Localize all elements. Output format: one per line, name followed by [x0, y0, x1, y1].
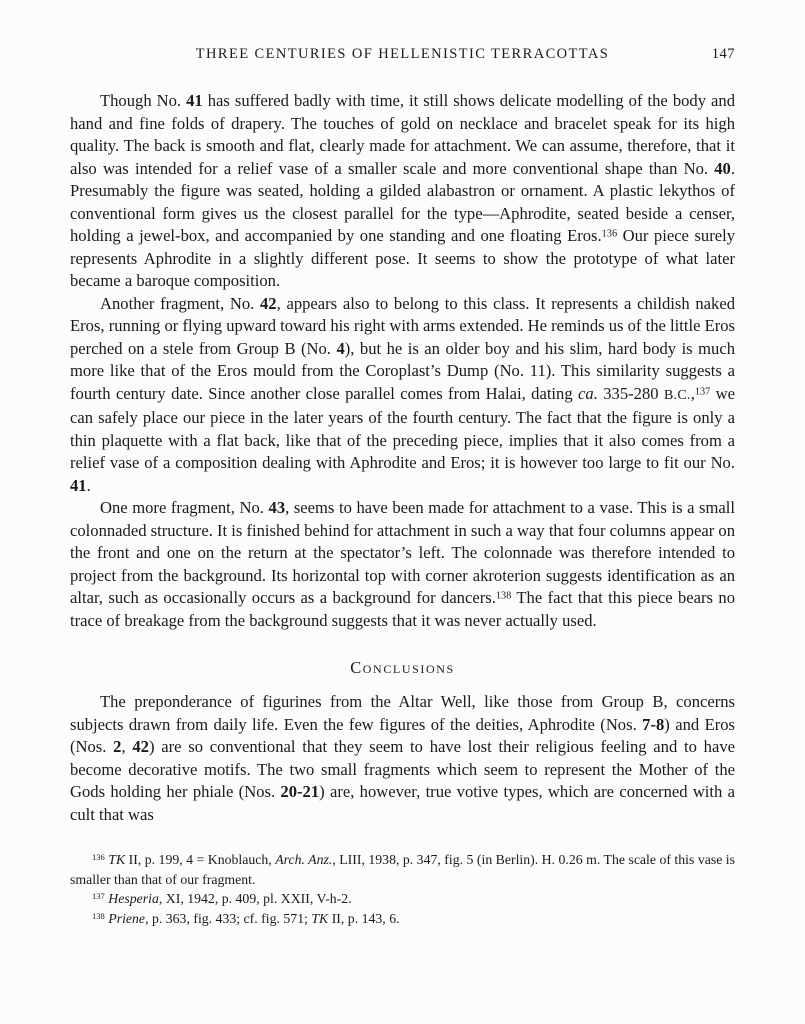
text-run: The preponderance of figurines from the Altar Well, like those from Group B, concerns subjects drawn from daily life. Even the few figures of the deities, Aphrodite (Nos.	[70, 692, 735, 734]
footnote-ref: 136	[601, 228, 618, 240]
text-run: TK	[311, 910, 329, 926]
text-run: , appears also to belong to this class. It represents a childish naked Eros, running or flying upward toward his right with arms extended. He reminds us of the little Eros perched on a stele from Group B (No.	[70, 293, 736, 358]
footnote-ref: 137	[92, 891, 105, 902]
text-run: B.C.	[663, 387, 691, 403]
text-run: Another fragment, No.	[100, 293, 260, 313]
text-run: Arch. Anz.	[275, 852, 333, 867]
paragraph	[70, 293, 735, 498]
text-run: ), but he is an older boy and his slim, hard body is much more like that of the Eros mould from the Coroplast’s Dump (No. 11). This similarity suggests a fourth century date. Since another close parallel comes from Halai, dating	[70, 338, 735, 403]
text-run: has suffered badly with time, it still shows delicate modelling of the body and hand and fine folds of drapery. The touches of gold on necklace and bracelet speak for its high quality. The back is smooth and flat, clearly made for attachment. We can assume, therefore, that it also was intended for a relief vase of a smaller scale and more conventional shape than No.	[70, 91, 735, 178]
footnote-ref: 138	[92, 910, 105, 921]
page-header	[70, 46, 735, 66]
text-run: One more fragment, No.	[100, 498, 269, 517]
page-number: 147	[711, 46, 735, 62]
footnote	[70, 909, 735, 929]
text-run: Priene	[108, 910, 146, 926]
text-run: 42	[132, 737, 149, 756]
text-run: II, p. 143, 6.	[328, 910, 400, 926]
text-run: 43	[268, 498, 286, 517]
text-run: Hesperia	[108, 891, 159, 906]
footnote-ref: 137	[694, 385, 711, 397]
footnote	[70, 850, 735, 889]
text-run: 41	[186, 91, 203, 110]
footnotes-block	[70, 850, 735, 928]
running-title: THREE CENTURIES OF HELLENISTIC TERRACOTTAS	[195, 46, 610, 62]
text-run: ,	[690, 383, 695, 403]
paragraph	[70, 497, 735, 632]
text-run: 20-21	[280, 782, 320, 801]
text-run: , seems to have been made for attachment to a vase. This is a small colonnaded structure. It is finished behind for attachment in such a way that four columns appear on the front and one on the return at the spectator’s left. The colonnade was therefore intended to project from the background. Its horizontal top with corner akroterion suggests identification as an altar, such as occasionally occurs as a background for dancers.	[70, 498, 735, 607]
footnote-ref: 138	[495, 590, 512, 602]
text-run: TK	[108, 852, 126, 867]
text-run: . Presumably the figure was seated, holding a gilded alabastron or ornament. A plastic lekythos of conventional form gives us the closest parallel for the type—Aphrodite, seated beside a censer, holding a jewel-box, and accompanied by one standing and one floating Eros.	[70, 158, 735, 245]
text-run: , XI, 1942, p. 409, pl. XXII, V-h-2.	[158, 891, 352, 906]
text-run: 7-8	[642, 714, 665, 734]
text-run: Our piece surely represents Aphrodite in a slightly different pose. It seems to show the prototype of what later became a baroque composition.	[70, 226, 735, 290]
text-run: ca.	[578, 383, 598, 403]
text-run: .	[86, 475, 91, 495]
paragraph	[70, 90, 735, 293]
text-run: , LIII, 1938, p. 347, fig. 5 (in Berlin). H. 0.26 m. The scale of this vase is smaller than that of our fragment.	[70, 852, 736, 887]
text-run: 42	[260, 293, 277, 313]
text-run: The fact that this piece bears no trace of breakage from the background suggests that it was never actually used.	[70, 588, 735, 630]
text-run: , p. 363, fig. 433; cf. fig. 571;	[145, 910, 312, 926]
paragraph	[70, 691, 735, 826]
text-run: ) and Eros (Nos.	[70, 714, 736, 756]
text-run: we can safely place our piece in the later years of the fourth century. The fact that the figure is only a thin plaquette with a flat back, like that of the preceding piece, implies that it also comes from a relief vase of a composition dealing with Aphrodite and Eros; it is however too large to fit our No.	[70, 383, 736, 472]
footnote-ref: 136	[92, 852, 105, 863]
text-run: 40	[714, 158, 731, 178]
text-run: 4	[336, 338, 345, 358]
text-run: ,	[121, 737, 133, 756]
section-heading: Conclusions	[350, 658, 455, 677]
text-run: ) are, however, true votive types, which are concerned with a cult that was	[70, 782, 735, 824]
text-run: 335-280	[597, 383, 664, 403]
text-run: ) are so conventional that they seem to have lost their religious feeling and to have become decorative motifs. The two small fragments which seem to represent the Mother of the Gods holding her phiale (Nos.	[70, 737, 736, 801]
text-run: 41	[70, 475, 87, 495]
text-run: II, p. 199, 4 = Knoblauch,	[125, 852, 276, 867]
text-run: 2	[113, 737, 122, 756]
footnote	[70, 889, 735, 909]
body-text	[70, 90, 735, 826]
text-run: Though No.	[100, 91, 187, 110]
